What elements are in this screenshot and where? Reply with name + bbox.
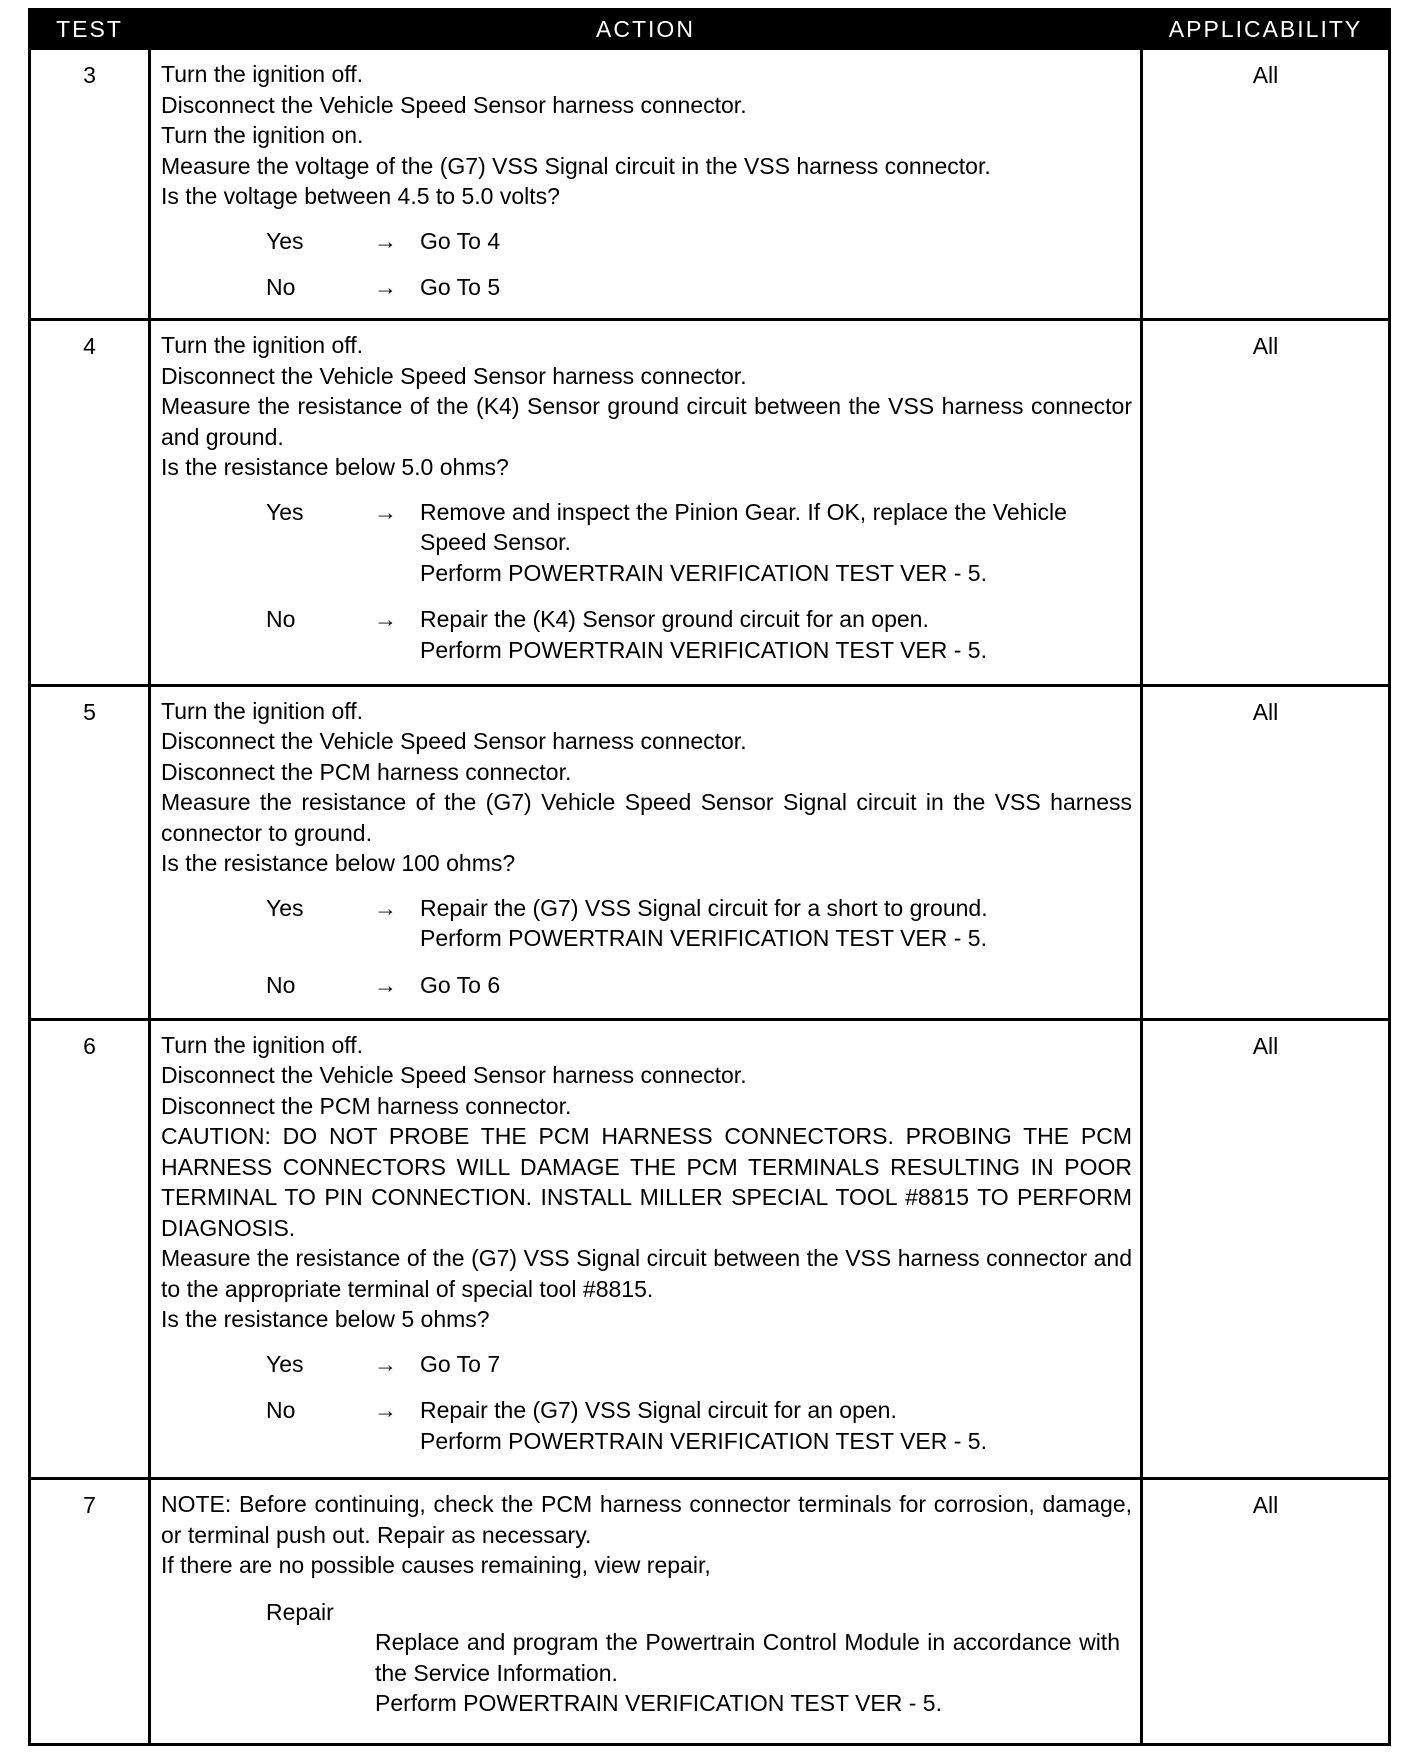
outcome-no — [161, 272, 1132, 303]
outcome-label: Yes — [266, 1350, 304, 1377]
outcome-label: No — [266, 971, 296, 998]
action-step: Disconnect the PCM harness connector. — [161, 758, 572, 785]
table-row — [30, 49, 1390, 320]
action-step: Disconnect the Vehicle Speed Sensor harness connector. — [161, 1062, 747, 1089]
outcome-line: Repair the (K4) Sensor ground circuit for an open. — [420, 606, 929, 633]
outcome-no — [161, 604, 1132, 665]
outcome-result — [420, 272, 1132, 303]
arrow-icon: → — [374, 274, 397, 300]
action-step: Is the voltage between 4.5 to 5.0 volts? — [161, 183, 560, 209]
arrow-icon: → — [374, 1397, 397, 1424]
test-number: 6 — [30, 1019, 150, 1479]
action-step: Turn the ignition on. — [161, 122, 364, 148]
test-number: 7 — [30, 1479, 150, 1745]
table-row — [30, 685, 1390, 1019]
applicability-value: All — [1142, 320, 1390, 685]
outcome-no — [161, 1395, 1132, 1456]
arrow-icon: → — [374, 894, 397, 921]
outcome-label: No — [266, 1397, 296, 1424]
test-number: 5 — [30, 685, 150, 1019]
action-step: Disconnect the PCM harness connector. — [161, 1092, 572, 1119]
diagnostic-test-sheet — [28, 8, 1388, 1746]
outcome-result — [420, 970, 1132, 1001]
action-cell — [150, 1019, 1142, 1479]
action-cell — [150, 685, 1142, 1019]
outcome-label: Yes — [266, 498, 304, 525]
action-step: Measure the resistance of the (K4) Sensor ground circuit between the VSS harness connector and ground. — [161, 393, 1132, 450]
table-row — [30, 1479, 1390, 1745]
action-step: Turn the ignition off. — [161, 61, 364, 87]
outcome-result — [420, 497, 1132, 589]
outcome-label: Yes — [266, 227, 304, 254]
arrow-icon: → — [374, 1350, 397, 1377]
diagnostic-table — [28, 8, 1391, 1746]
outcome-result — [420, 1349, 1132, 1380]
repair-line: Perform POWERTRAIN VERIFICATION TEST VER - 5. — [375, 1690, 942, 1717]
outcome-label: Yes — [266, 894, 304, 921]
action-step: Is the resistance below 100 ohms? — [161, 850, 516, 877]
outcome-line: Remove and inspect the Pinion Gear. If OK, replace the Vehicle Speed Sensor. — [420, 498, 1067, 556]
repair-instructions — [161, 1627, 1132, 1719]
test-number: 4 — [30, 320, 150, 685]
outcome-line: Repair the (G7) VSS Signal circuit for a short to ground. — [420, 894, 988, 921]
outcome-yes — [161, 226, 1132, 257]
outcome-yes — [161, 497, 1132, 589]
outcome-line: Go To 6 — [420, 971, 501, 998]
action-step: Disconnect the Vehicle Speed Sensor harness connector. — [161, 362, 747, 389]
arrow-icon: → — [374, 227, 397, 254]
table-body — [30, 49, 1390, 1745]
action-step: Is the resistance below 5.0 ohms? — [161, 454, 509, 481]
header-applicability: APPLICABILITY — [1142, 10, 1390, 49]
outcome-line: Go To 4 — [420, 227, 501, 254]
action-step: Turn the ignition off. — [161, 332, 364, 359]
action-cell — [150, 320, 1142, 685]
outcome-line: Perform POWERTRAIN VERIFICATION TEST VER - 5. — [420, 925, 987, 952]
outcome-result — [420, 226, 1132, 257]
outcome-line: Go To 7 — [420, 1350, 501, 1377]
arrow-icon: → — [374, 971, 397, 998]
applicability-value: All — [1142, 1479, 1390, 1745]
outcome-line: Perform POWERTRAIN VERIFICATION TEST VER - 5. — [420, 636, 987, 663]
action-step: CAUTION: DO NOT PROBE THE PCM HARNESS CONNECTORS. PROBING THE PCM HARNESS CONNECTORS WILL DAMAGE THE PCM TERMINALS RESULTING IN POOR TERMINAL TO PIN CONNECTION. INSTALL MILLER SPECIAL TOOL #8815 TO PERFORM DIAGNOSIS. — [161, 1123, 1132, 1241]
table-row — [30, 1019, 1390, 1479]
applicability-value: All — [1142, 685, 1390, 1019]
repair-label: Repair — [266, 1598, 334, 1625]
action-step: Measure the resistance of the (G7) Vehicle Speed Sensor Signal circuit in the VSS harness connector to ground. — [161, 789, 1132, 846]
table-row — [30, 320, 1390, 685]
action-step: Disconnect the Vehicle Speed Sensor harness connector. — [161, 728, 747, 755]
outcome-result — [420, 604, 1132, 665]
outcome-result — [420, 893, 1132, 954]
outcome-yes — [161, 1349, 1132, 1380]
action-step: Measure the voltage of the (G7) VSS Signal circuit in the VSS harness connector. — [161, 152, 991, 179]
test-number: 3 — [30, 49, 150, 320]
outcome-label: No — [266, 274, 296, 300]
outcome-line: Go To 5 — [420, 274, 501, 300]
action-step: If there are no possible causes remaining, view repair, — [161, 1552, 711, 1579]
action-step: Turn the ignition off. — [161, 1031, 364, 1058]
action-cell — [150, 49, 1142, 320]
table-header-row — [30, 10, 1390, 49]
repair-line: Replace and program the Powertrain Control Module in accordance with the Service Information. — [375, 1629, 1120, 1686]
outcome-line: Repair the (G7) VSS Signal circuit for an open. — [420, 1397, 897, 1424]
header-action: ACTION — [150, 10, 1142, 49]
outcome-line: Perform POWERTRAIN VERIFICATION TEST VER - 5. — [420, 559, 987, 586]
outcome-no — [161, 970, 1132, 1001]
arrow-icon: → — [374, 606, 397, 633]
header-test: TEST — [30, 10, 150, 49]
action-step: Turn the ignition off. — [161, 697, 364, 724]
outcome-label: No — [266, 606, 296, 633]
applicability-value: All — [1142, 1019, 1390, 1479]
action-step: Disconnect the Vehicle Speed Sensor harness connector. — [161, 91, 747, 118]
action-step: Measure the resistance of the (G7) VSS Signal circuit between the VSS harness connector and to the appropriate terminal of special tool #8815. — [161, 1245, 1132, 1302]
outcome-yes — [161, 893, 1132, 954]
action-step: Is the resistance below 5 ohms? — [161, 1306, 490, 1333]
outcome-line: Perform POWERTRAIN VERIFICATION TEST VER - 5. — [420, 1427, 987, 1454]
action-cell — [150, 1479, 1142, 1745]
outcome-result — [420, 1395, 1132, 1456]
applicability-value: All — [1142, 49, 1390, 320]
action-step: NOTE: Before continuing, check the PCM harness connector terminals for corrosion, damage, or terminal push out. Repair as necessary. — [161, 1491, 1132, 1548]
arrow-icon: → — [374, 498, 397, 525]
